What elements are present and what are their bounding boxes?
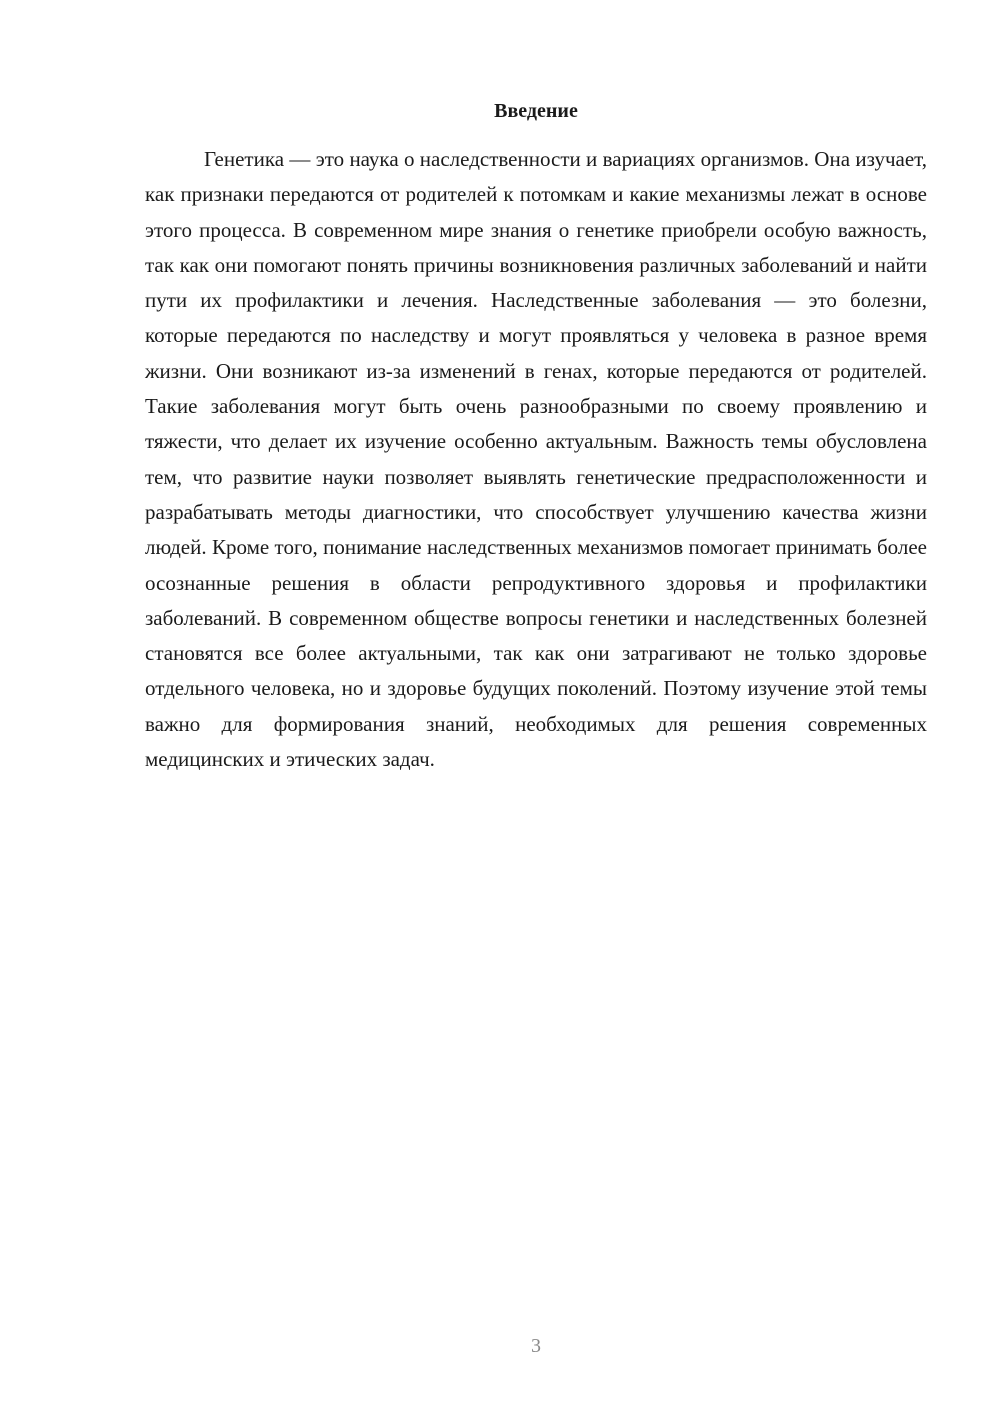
page-number: 3 (531, 1335, 541, 1357)
body-paragraph: Генетика — это наука о наследственности и вариациях организмов. Она изучает, как признаки передаются от родителей к потомкам и какие механизмы лежат в основе этого процесса. В современном мире знания о генетике приобрели особую важность, так как они помогают понять причины возникновения различных заболеваний и найти пути их профилактики и лечения. Наследственные заболевания — это болезни, которые передаются по наследству и могут проявляться у человека в разное время жизни. Они возникают из-за изменений в генах, которые передаются от родителей. Такие заболевания могут быть очень разнообразными по своему проявлению и тяжести, что делает их изучение особенно актуальным. Важность темы обусловлена тем, что развитие науки позволяет выявлять генетические предрасположенности и разрабатывать методы диагностики, что способствует улучшению качества жизни людей. Кроме того, понимание наследственных механизмов помогает принимать более осознанные решения в области репродуктивного здоровья и профилактики заболеваний. В современном обществе вопросы генетики и наследственных болезней становятся все более актуальными, так как они затрагивают не только здоровье отдельного человека, но и здоровье будущих поколений. Поэтому изучение этой темы важно для формирования знаний, необходимых для решения современных медицинских и этических задач. (145, 147, 927, 772)
section-heading: Введение (494, 100, 578, 122)
